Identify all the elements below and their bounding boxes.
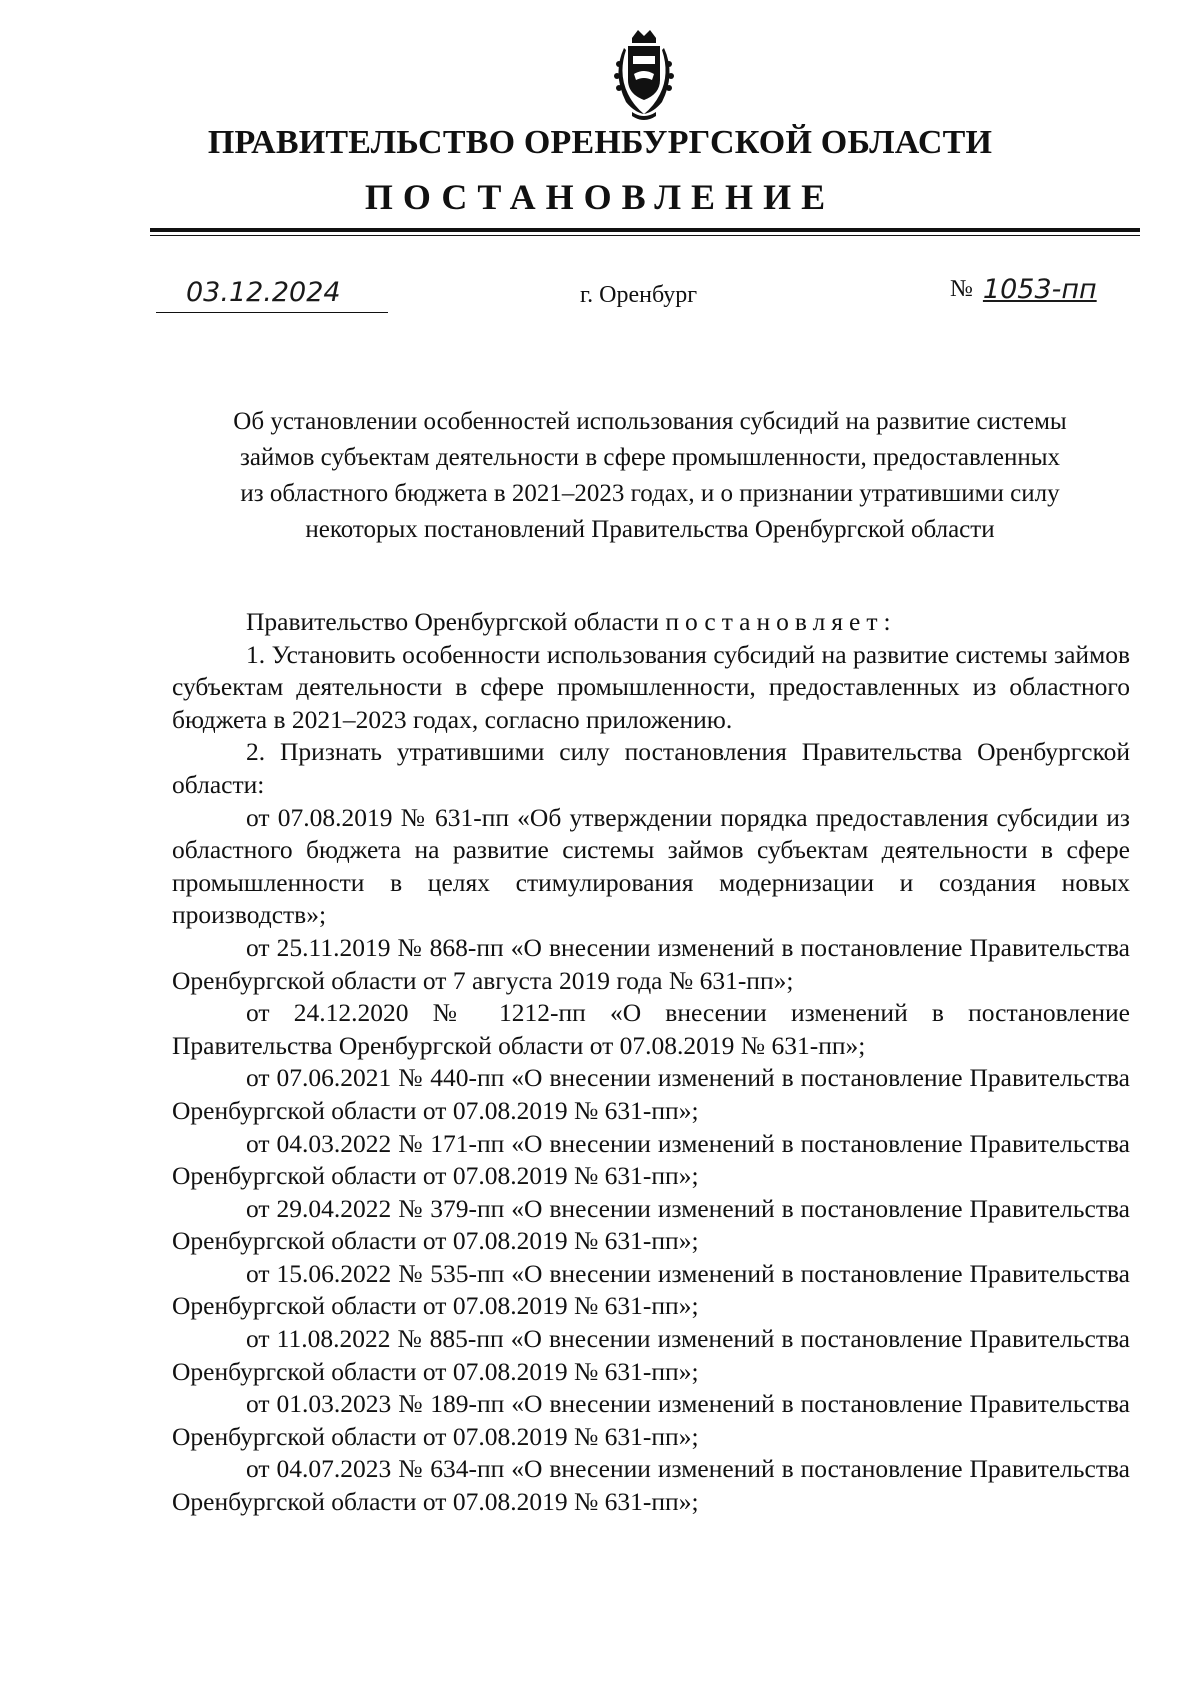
intro-colon: : bbox=[883, 607, 891, 636]
document-type-heading: ПОСТАНОВЛЕНИЕ bbox=[364, 177, 836, 217]
intro-text: Правительство Оренбургской области bbox=[246, 607, 666, 636]
header-divider-thick bbox=[150, 228, 1140, 232]
header-divider-thin bbox=[150, 235, 1140, 236]
document-number-field bbox=[950, 274, 1097, 305]
date-underline bbox=[156, 312, 388, 313]
repealed-item: от 29.04.2022 № 379-пп «О внесении изменений в постановление Правительства Оренбургской области от 07.08.2019 № 631-пп»; bbox=[172, 1193, 1130, 1256]
body-paragraph: 1. Установить особенности использования субсидий на развитие системы займов субъектам деятельности в сфере промышленности, предоставленных из областного бюджета в 2021–2023 годах, согласно приложению. bbox=[172, 639, 1130, 734]
body-intro bbox=[172, 606, 1130, 639]
document-body bbox=[172, 606, 1130, 1519]
repealed-item: от 24.12.2020 № 1212-пп «О внесении изменений в постановление Правительства Оренбургской области от 07.08.2019 № 631-пп»; bbox=[172, 998, 1130, 1060]
number-sign: № bbox=[950, 276, 973, 302]
body-paragraph: 2. Признать утратившими силу постановления Правительства Оренбургской области: bbox=[172, 737, 1130, 799]
document-number: 1053-пп bbox=[982, 274, 1097, 305]
repealed-item: от 04.07.2023 № 634-пп «О внесении изменений в постановление Правительства Оренбургской области от 07.08.2019 № 631-пп»; bbox=[172, 1454, 1130, 1517]
repealed-item: от 01.03.2023 № 189-пп «О внесении изменений в постановление Правительства Оренбургской области от 07.08.2019 № 631-пп»; bbox=[172, 1389, 1130, 1451]
repealed-item: от 25.11.2019 № 868-пп «О внесении изменений в постановление Правительства Оренбургской области от 7 августа 2019 года № 631-пп»; bbox=[172, 932, 1130, 995]
document-place: г. Оренбург bbox=[580, 282, 698, 308]
title-line: займов субъектам деятельности в сфере промышленности, предоставленных bbox=[239, 444, 1061, 471]
coat-of-arms-icon bbox=[604, 28, 684, 124]
repealed-item: от 15.06.2022 № 535-пп «О внесении изменений в постановление Правительства Оренбургской области от 07.08.2019 № 631-пп»; bbox=[172, 1258, 1130, 1321]
organization-title: ПРАВИТЕЛЬСТВО ОРЕНБУРГСКОЙ ОБЛАСТИ bbox=[207, 124, 993, 161]
intro-decree-word: постановляет bbox=[665, 607, 884, 636]
title-line: из областного бюджета в 2021–2023 годах, и о признании утратившими силу bbox=[240, 480, 1060, 507]
title-line: Об установлении особенностей использования субсидий на развитие системы bbox=[233, 408, 1067, 435]
repealed-item: от 04.03.2022 № 171-пп «О внесении изменений в постановление Правительства Оренбургской области от 07.08.2019 № 631-пп»; bbox=[172, 1128, 1130, 1191]
document-date: 03.12.2024 bbox=[186, 277, 341, 308]
repealed-item: от 07.08.2019 № 631-пп «Об утверждении порядка предоставления субсидии из областного бюджета на развитие системы займов субъектам деятельности в сфере промышленности в целях стимулирования модернизации и создания новых производств»; bbox=[172, 802, 1130, 930]
document-title bbox=[160, 404, 1140, 548]
repealed-item: от 07.06.2021 № 440-пп «О внесении изменений в постановление Правительства Оренбургской области от 07.08.2019 № 631-пп»; bbox=[172, 1063, 1130, 1125]
document-date-field bbox=[156, 275, 388, 313]
repealed-item: от 11.08.2022 № 885-пп «О внесении изменений в постановление Правительства Оренбургской области от 07.08.2019 № 631-пп»; bbox=[172, 1324, 1130, 1386]
title-line: некоторых постановлений Правительства Оренбургской области bbox=[305, 516, 995, 543]
